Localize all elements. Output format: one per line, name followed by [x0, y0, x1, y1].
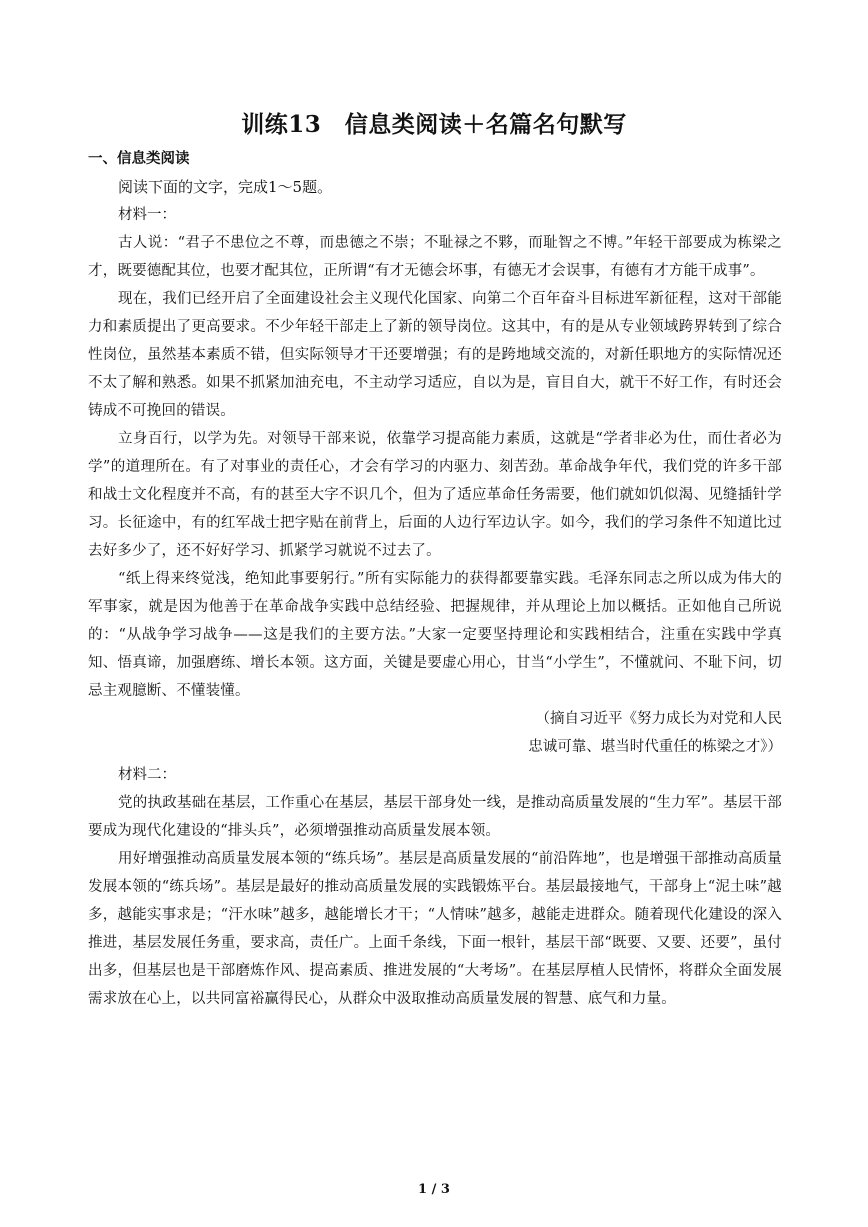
page-title: 训练13 信息类阅读＋名篇名句默写 — [241, 111, 627, 138]
instruction-text: 阅读下面的文字，完成1～5题。 — [118, 178, 333, 196]
section-heading: 一、信息类阅读 — [88, 151, 190, 167]
material-one-source-line: 忠诚可靠、堪当时代重任的栋梁之才》） — [528, 739, 782, 755]
material-two-label: 材料二： — [118, 767, 176, 783]
material-one-paragraph: 现在，我们已经开启了全面建设社会主义现代化国家、向第二个百年奋斗目标进军新征程，这对干部能力和素质提出了更高要求。不少年轻干部走上了新的领导岗位。这其中，有的是从专业领域跨界转到了综合性岗位，虽然基本素质不错，但实际领导才干还要增强；有的是跨地域交流的，对新任职地方的实际情况还不太了解和熟悉。如果不抓紧加油充电，不主动学习适应，自以为是，盲目自大，就干不好工作，有时还会铸成不可挽回的错误。 — [88, 291, 782, 419]
material-one-paragraph: 古人说：“君子不患位之不尊，而患德之不崇；不耻禄之不夥，而耻智之不博。”年轻干部要成为栋梁之才，既要德配其位，也要才配其位，正所谓“有才无德会坏事，有德无才会误事，有德有才方能干成事”。 — [88, 235, 782, 279]
document-body — [88, 145, 782, 1013]
page-number: 1 / 3 — [418, 1182, 450, 1197]
material-one-label: 材料一： — [118, 207, 176, 223]
material-one-paragraph: 立身百行，以学为先。对领导干部来说，依靠学习提高能力素质，这就是“学者非必为仕，而仕者必为学”的道理所在。有了对事业的责任心，才会有学习的内驱力、刻苦劲。革命战争年代，我们党的许多干部和战士文化程度并不高，有的甚至大字不识几个，但为了适应革命任务需要，他们就如饥似渴、见缝插针学习。长征途中，有的红军战士把字贴在前背上，后面的人边行军边认字。如今，我们的学习条件不知道比过去好多少了，还不好好学习、抓紧学习就说不过去了。 — [88, 431, 782, 559]
material-one-paragraph: “纸上得来终觉浅，绝知此事要躬行。”所有实际能力的获得都要靠实践。毛泽东同志之所以成为伟大的军事家，就是因为他善于在革命战争实践中总结经验、把握规律，并从理论上加以概括。正如他自己所说的：“从战争学习战争——这是我们的主要方法。”大家一定要坚持理论和实践相结合，注重在实践中学真知、悟真谛，加强磨练、增长本领。这方面，关键是要虚心用心，甘当“小学生”，不懂就问、不耻下问，切忌主观臆断、不懂装懂。 — [88, 571, 782, 699]
material-two-paragraph: 用好增强推动高质量发展本领的“练兵场”。基层是高质量发展的“前沿阵地”，也是增强干部推动高质量发展本领的“练兵场”。基层是最好的推动高质量发展的实践锻炼平台。基层最接地气，干部身上“泥土味”越多，越能实事求是；“汗水味”越多，越能增长才干；“人情味”越多，越能走进群众。随着现代化建设的深入推进，基层发展任务重，要求高，责任广。上面千条线，下面一根针，基层干部“既要、又要、还要”，虽付出多，但基层也是干部磨炼作风、提高素质、推进发展的“大考场”。在基层厚植人民情怀，将群众全面发展需求放在心上，以共同富裕赢得民心，从群众中汲取推动高质量发展的智慧、底气和力量。 — [88, 851, 782, 1007]
material-two-paragraph: 党的执政基础在基层，工作重心在基层，基层干部身处一线，是推动高质量发展的“生力军”。基层干部要成为现代化建设的“排头兵”，必须增强推动高质量发展本领。 — [88, 795, 782, 839]
material-one-source-line: （摘自习近平《努力成长为对党和人民 — [535, 711, 782, 727]
